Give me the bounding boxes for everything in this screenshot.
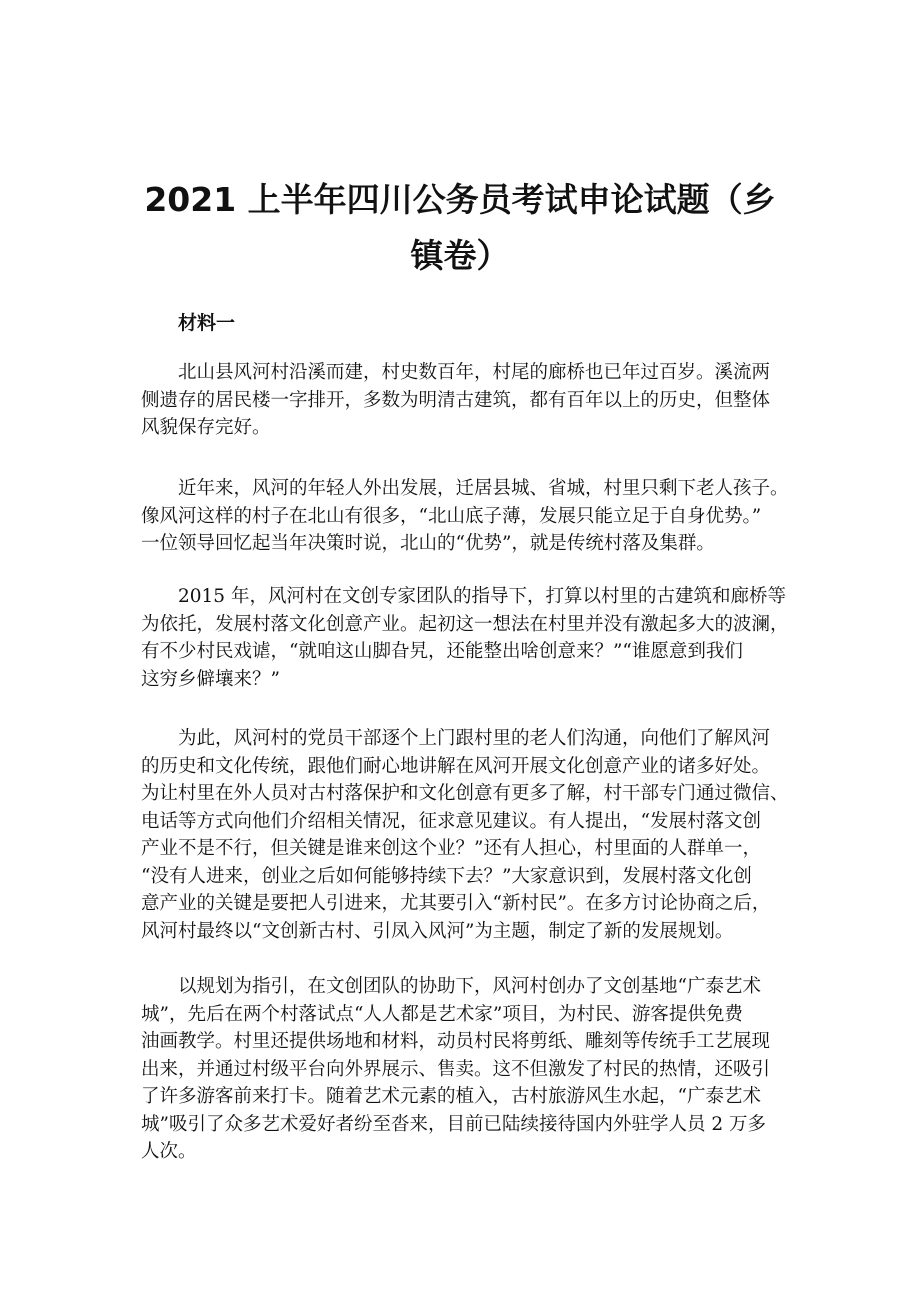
paragraph: [141, 583, 801, 693]
text-line: 2015 年，风河村在文创专家团队的指导下，打算以村里的古建筑和廊桥等: [178, 586, 786, 607]
text-line: 为让村里在外人员对古村落保护和文化创意有更多了解，村干部专门通过微信、: [141, 783, 789, 804]
text-line: 为依托，发展村落文化创意产业。起初这一想法在村里并没有激起多大的波澜，: [141, 613, 789, 635]
paragraph: [141, 359, 801, 442]
text-line: 城”，先后在两个村落试点“人人都是艺术家”项目，为村民、游客提供免费: [141, 1003, 743, 1025]
text-line: 一位领导回忆起当年决策时说，北山的“优势”，就是传统村落及集群。: [141, 533, 715, 554]
paragraph: [141, 725, 801, 945]
text-line: 风貌保存完好。: [141, 417, 271, 438]
text-line: 人次。: [141, 1141, 197, 1162]
section-heading: 材料一: [178, 312, 236, 334]
text-line: 油画教学。村里还提供场地和材料，动员村民将剪纸、雕刻等传统手工艺展现: [141, 1031, 771, 1052]
title-line: 镇卷）: [410, 236, 510, 275]
text-line: 侧遗存的居民楼一字排开，多数为明清古建筑，都有百年以上的历史，但整体: [141, 389, 771, 411]
text-line: 的历史和文化传统，跟他们耐心地讲解在风河开展文化创意产业的诸多好处。: [141, 755, 771, 777]
text-line: 以规划为指引，在文创团队的协助下，风河村创办了文创基地“广泰艺术: [178, 976, 761, 997]
text-line: 近年来，风河的年轻人外出发展，迁居县城、省城，村里只剩下老人孩子。: [178, 478, 789, 499]
paragraph: [141, 475, 801, 558]
text-line: 北山县风河村沿溪而建，村史数百年，村尾的廊桥也已年过百岁。溪流两: [178, 362, 771, 383]
text-line: 产业不是不行，但关键是谁来创这个业？”还有人担心，村里面的人群单一，: [141, 838, 761, 859]
text-line: 了许多游客前来打卡。随着艺术元素的植入，古村旅游风生水起，“广泰艺术: [141, 1086, 761, 1107]
text-line: 有不少村民戏谑，“就咱这山脚旮旯，还能整出啥创意来？”“谁愿意到我们: [141, 641, 743, 662]
text-line: 电话等方式向他们介绍相关情况，征求意见建议。有人提出，“发展村落文创: [141, 810, 761, 832]
text-line: 这穷乡僻壤来？”: [141, 668, 280, 690]
text-line: “没有人进来，创业之后如何能够持续下去？”大家意识到，发展村落文化创: [141, 865, 752, 887]
paragraph: [141, 973, 801, 1166]
text-line: 意产业的关键是要把人引进来，尤其要引入“新村民”。在多方讨论协商之后，: [141, 893, 771, 914]
title-line: 2021 上半年四川公务员考试申论试题（乡: [144, 180, 776, 219]
text-line: 出来，并通过村级平台向外界展示、售卖。这不但激发了村民的热情，还吸引: [141, 1058, 771, 1080]
text-line: 像风河这样的村子在北山有很多，“北山底子薄，发展只能立足于自身优势。”: [141, 505, 762, 527]
text-line: 为此，风河村的党员干部逐个上门跟村里的老人们沟通，向他们了解风河: [178, 728, 771, 749]
text-line: 城”吸引了众多艺术爱好者纷至沓来，目前已陆续接待国内外驻学人员 2 万多: [141, 1113, 766, 1135]
document-title: [130, 172, 790, 284]
text-line: 风河村最终以“文创新古村、引凤入风河”为主题，制定了新的发展规划。: [141, 920, 734, 942]
